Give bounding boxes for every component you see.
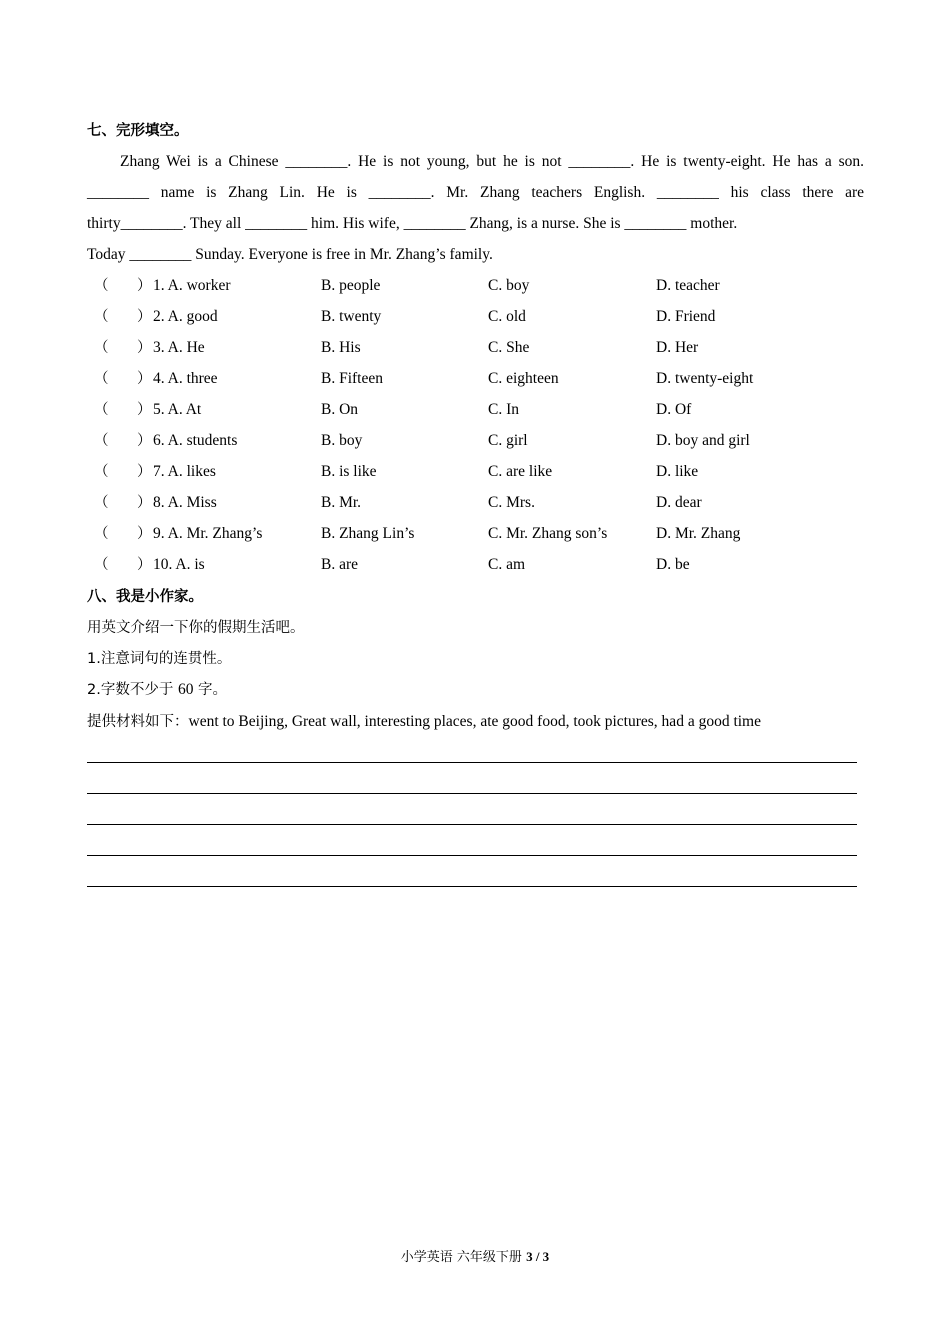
option-a: 6. A. students (153, 432, 238, 449)
question-row (87, 369, 864, 389)
option-c: C. Mr. Zhang son’s (488, 525, 608, 542)
option-b: B. Zhang Lin’s (321, 525, 415, 542)
option-d: D. like (656, 463, 699, 480)
option-a: 2. A. good (153, 308, 218, 325)
answer-paren-close: ） (137, 433, 152, 449)
materials-text: went to Beijing, Great wall, interesting places, ate good food, took pictures, had a good time (188, 713, 761, 730)
passage-line-3: thirty________. They all ________ him. His wife, ________ Zhang, is a nurse. She is ________ mother. (87, 215, 738, 232)
requirement-2 (87, 680, 227, 700)
passage-line-1: Zhang Wei is a Chinese ________. He is not young, but he is not ________. He is twenty-eight. He has a son. (120, 153, 864, 170)
question-row (87, 338, 864, 358)
answer-paren-open: （ (94, 464, 109, 480)
option-c: C. girl (488, 432, 528, 449)
option-a: 10. A. is (153, 556, 205, 573)
option-a: 3. A. He (153, 339, 205, 356)
question-row (87, 307, 864, 327)
option-d: D. Friend (656, 308, 716, 325)
answer-paren-close: ） (137, 340, 152, 356)
option-b: B. twenty (321, 308, 382, 325)
page-footer (0, 1246, 950, 1265)
option-b: B. On (321, 401, 359, 418)
answer-paren-close: ） (137, 278, 152, 294)
option-a: 1. A. worker (153, 277, 231, 294)
option-b: B. is like (321, 463, 377, 480)
option-d: D. boy and girl (656, 432, 750, 449)
question-row (87, 276, 864, 296)
answer-paren-close: ） (137, 495, 152, 511)
answer-paren-open: （ (94, 340, 109, 356)
option-a: 4. A. three (153, 370, 218, 387)
option-b: B. Fifteen (321, 370, 383, 387)
option-c: C. eighteen (488, 370, 559, 387)
footer-label: 小学英语 六年级下册 (400, 1250, 527, 1265)
answer-paren-close: ） (137, 309, 152, 325)
answer-paren-open: （ (94, 495, 109, 511)
option-d: D. Of (656, 401, 692, 418)
option-d: D. teacher (656, 277, 720, 294)
answer-paren-close: ） (137, 464, 152, 480)
answer-paren-open: （ (94, 557, 109, 573)
requirement-2-number: 60 (177, 681, 194, 698)
option-c: C. am (488, 556, 526, 573)
answer-paren-open: （ (94, 433, 109, 449)
option-d: D. Her (656, 339, 699, 356)
passage-line-4: Today ________ Sunday. Everyone is free in Mr. Zhang’s family. (87, 246, 493, 263)
answer-paren-close: ） (137, 557, 152, 573)
question-row (87, 493, 864, 513)
writing-line[interactable] (87, 824, 857, 825)
question-row (87, 555, 864, 575)
option-b: B. boy (321, 432, 363, 449)
materials-label: 提供材料如下： (87, 714, 189, 730)
materials-line (87, 712, 761, 732)
option-d: D. twenty-eight (656, 370, 754, 387)
option-d: D. be (656, 556, 690, 573)
option-a: 8. A. Miss (153, 494, 217, 511)
requirement-2-suffix: 字。 (193, 682, 228, 698)
option-a: 9. A. Mr. Zhang’s (153, 525, 263, 542)
requirement-2-prefix: 2.字数不少于 (87, 682, 178, 698)
answer-paren-open: （ (94, 402, 109, 418)
answer-paren-open: （ (94, 371, 109, 387)
answer-paren-close: ） (137, 526, 152, 542)
requirement-1: 1.注意词句的连贯性。 (87, 651, 232, 667)
writing-instruction: 用英文介绍一下你的假期生活吧。 (87, 620, 305, 636)
writing-line[interactable] (87, 793, 857, 794)
option-b: B. Mr. (321, 494, 362, 511)
answer-paren-open: （ (94, 526, 109, 542)
writing-line[interactable] (87, 762, 857, 763)
question-row (87, 524, 864, 544)
option-d: D. Mr. Zhang (656, 525, 741, 542)
option-a: 7. A. likes (153, 463, 216, 480)
section-8-title: 八、我是小作家。 (87, 589, 203, 605)
answer-paren-open: （ (94, 278, 109, 294)
answer-paren-open: （ (94, 309, 109, 325)
option-a: 5. A. At (153, 401, 202, 418)
option-b: B. His (321, 339, 361, 356)
option-c: C. In (488, 401, 519, 418)
option-d: D. dear (656, 494, 702, 511)
section-7-title: 七、完形填空。 (87, 123, 189, 139)
option-c: C. are like (488, 463, 553, 480)
question-row (87, 462, 864, 482)
option-b: B. are (321, 556, 359, 573)
writing-line[interactable] (87, 886, 857, 887)
option-c: C. boy (488, 277, 530, 294)
question-row (87, 400, 864, 420)
option-b: B. people (321, 277, 381, 294)
writing-line[interactable] (87, 855, 857, 856)
answer-paren-close: ） (137, 371, 152, 387)
option-c: C. Mrs. (488, 494, 535, 511)
question-row (87, 431, 864, 451)
page-number: 3 / 3 (526, 1249, 550, 1264)
answer-paren-close: ） (137, 402, 152, 418)
option-c: C. She (488, 339, 530, 356)
option-c: C. old (488, 308, 526, 325)
passage-line-2: ________ name is Zhang Lin. He is ________. Mr. Zhang teachers English. ________ his class there are (87, 184, 864, 201)
